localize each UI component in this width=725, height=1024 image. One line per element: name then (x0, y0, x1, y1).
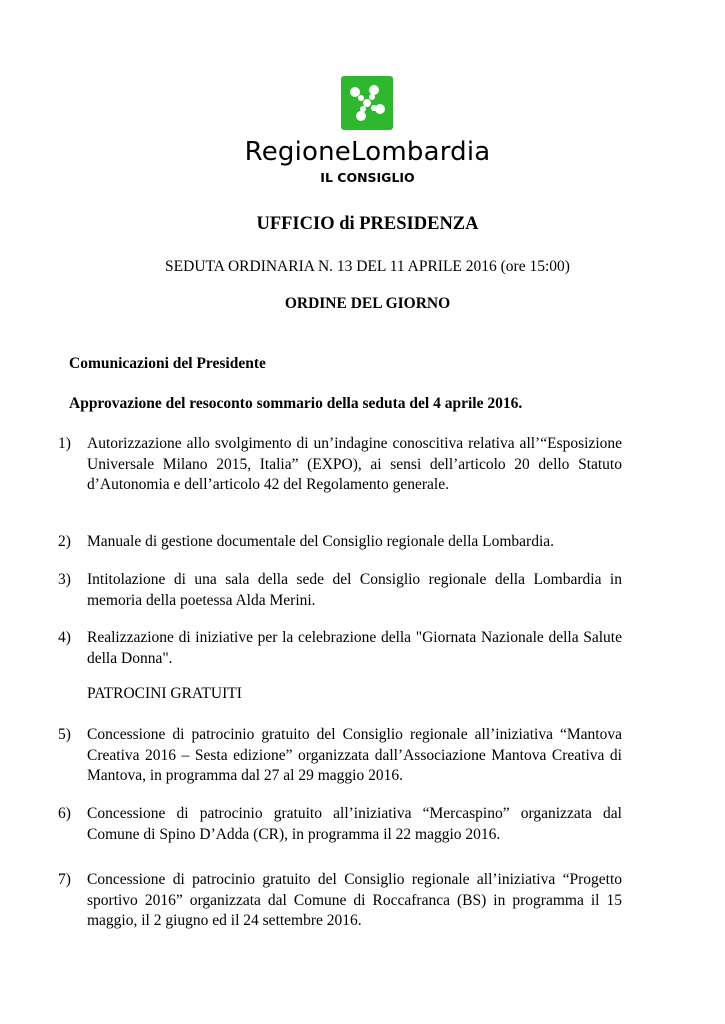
agenda-item-number: 2) (58, 533, 71, 550)
agenda-item (58, 434, 622, 496)
agenda-item (58, 532, 622, 553)
agenda-item-text: Concessione di patrocinio gratuito all’iniziativa “Mercaspino” organizzata dal Comune di Spino D’Adda (CR), in programma il 22 maggio 2016. (87, 805, 622, 843)
agenda-item-number: 1) (58, 435, 71, 452)
agenda-item-text: Manuale di gestione documentale del Consiglio regionale della Lombardia. (87, 533, 555, 550)
agenda-item (58, 725, 622, 787)
rosa-camuna-icon (341, 76, 393, 130)
logo-name: RegioneLombardia (244, 137, 491, 167)
agenda-item (58, 870, 622, 932)
agenda-item (58, 628, 622, 669)
agenda-item-number: 7) (58, 871, 71, 888)
agenda-item-number: 6) (58, 805, 71, 822)
communications-heading: Comunicazioni del Presidente (69, 355, 266, 372)
agenda-item (58, 570, 622, 611)
office-title: UFFICIO di PRESIDENZA (256, 214, 479, 234)
section-heading: PATROCINI GRATUITI (87, 685, 242, 702)
agenda-item (58, 804, 622, 845)
agenda-item-text: Autorizzazione allo svolgimento di un’indagine conoscitiva relativa all’“Esposizione Universale Milano 2015, Italia” (EXPO), ai sensi dell’articolo 20 dello Statuto d’Autonomia e dell’articolo 42 del Regolamento generale. (87, 435, 622, 493)
approval-heading: Approvazione del resoconto sommario della seduta del 4 aprile 2016. (69, 395, 523, 412)
agenda-item-text: Concessione di patrocinio gratuito del Consiglio regionale all’iniziativa “Mantova Creativa 2016 – Sesta edizione” organizzata dall’Associazione Mantova Creativa di Mantova, in programma dal 27 al 29 maggio 2016. (87, 726, 622, 784)
agenda-item-text: Realizzazione di iniziative per la celebrazione della "Giornata Nazionale della Salute della Donna". (87, 629, 622, 667)
agenda-item-number: 5) (58, 726, 71, 743)
agenda-item-text: Intitolazione di una sala della sede del Consiglio regionale della Lombardia in memoria della poetessa Alda Merini. (87, 571, 622, 609)
agenda-item-number: 4) (58, 629, 71, 646)
agenda-title: ORDINE DEL GIORNO (284, 295, 451, 312)
session-line: SEDUTA ORDINARIA N. 13 DEL 11 APRILE 2016 (ore 15:00) (165, 258, 570, 275)
agenda-item-text: Concessione di patrocinio gratuito del Consiglio regionale all’iniziativa “Progetto sportivo 2016” organizzata dal Comune di Roccafranca (BS) in programma il 15 maggio, il 2 giugno ed il 24 settembre 2016. (87, 871, 622, 929)
agenda-item-number: 3) (58, 571, 71, 588)
logo-subtitle: IL CONSIGLIO (320, 170, 415, 185)
